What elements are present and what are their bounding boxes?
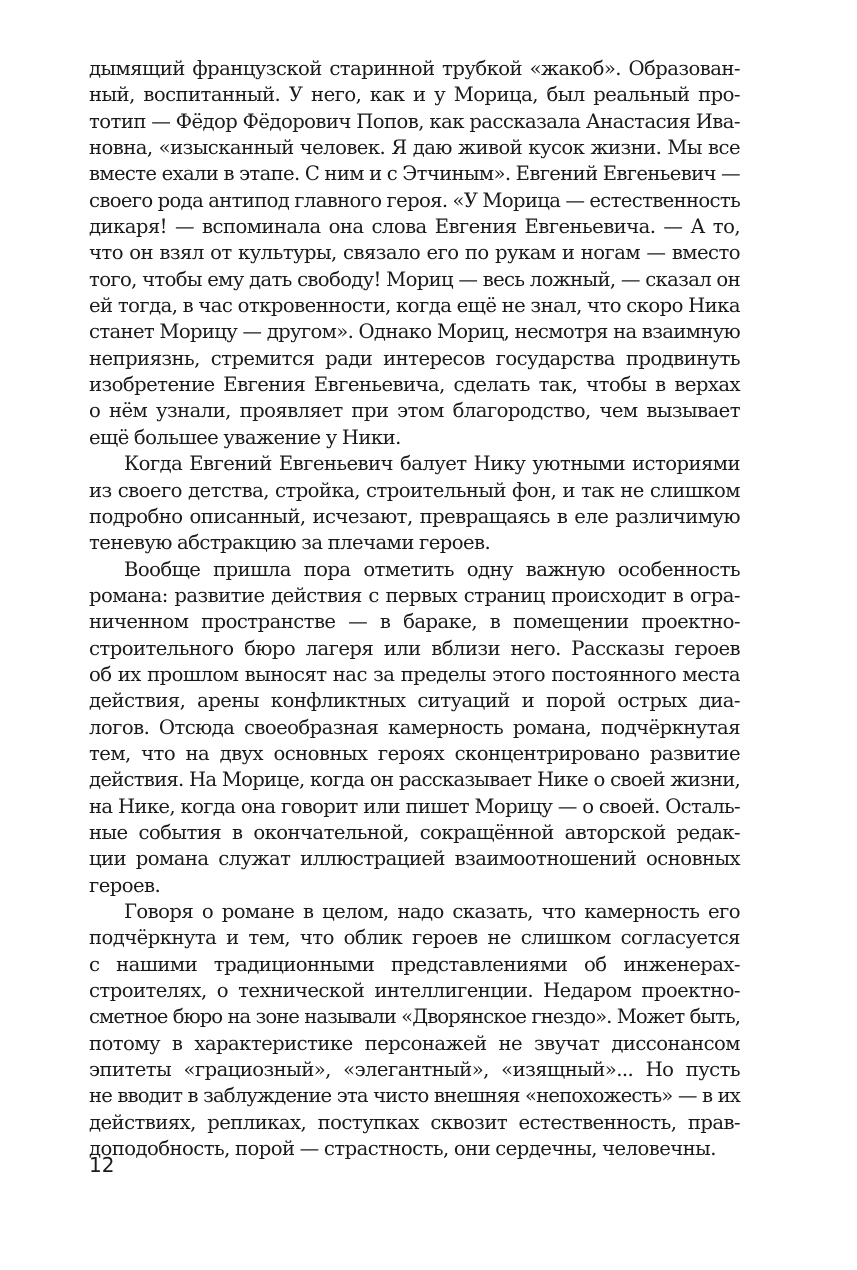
- text-line: теневую абстракцию за плечами героев.: [89, 531, 491, 555]
- text-line: романа: развитие действия с первых страниц происходит в огра-: [89, 583, 740, 607]
- text-line: о нём узнали, проявляет при этом благородство, чем вызывает: [89, 399, 740, 423]
- text-line: строительного бюро лагеря или вблизи него. Рассказы героев: [89, 636, 740, 660]
- text-line: строителях, о технической интеллигенции. Недаром проектно-: [89, 979, 740, 1003]
- paragraph: [89, 56, 740, 451]
- text-line: вместе ехали в этапе. С ним и с Этчиным». Евгений Евгеньевич —: [89, 162, 740, 186]
- text-line: Когда Евгений Евгеньевич балует Нику уютными историями: [124, 452, 740, 476]
- text-line: тотип — Фёдор Фёдорович Попов, как рассказала Анастасия Ива-: [89, 109, 740, 133]
- text-line: с нашими традиционными представлениями об инженерах-: [89, 952, 740, 976]
- text-line: потому в характеристике персонажей не звучат диссонансом: [89, 1031, 740, 1055]
- text-line: своего рода антипод главного героя. «У Морица — естественность: [89, 188, 741, 212]
- text-line: что он взял от культуры, связало его по рукам и ногам — вместо: [89, 241, 740, 265]
- text-line: новна, «изысканный человек. Я даю живой кусок жизни. Мы все: [89, 136, 740, 160]
- text-line: об их прошлом выносят нас за пределы этого постоянного места: [89, 662, 740, 686]
- text-line: ещё большее уважение у Ники.: [89, 425, 401, 449]
- text-line: Вообще пришла пора отметить одну важную особенность: [124, 557, 740, 581]
- text-line: из своего детства, стройка, строительный фон, и так не слишком: [89, 478, 740, 502]
- text-line: логов. Отсюда своеобразная камерность романа, подчёркнутая: [89, 715, 740, 739]
- text-line: ниченном пространстве — в бараке, в помещении проектно-: [89, 610, 740, 634]
- text-line: на Нике, когда она говорит или пишет Морицу — о своей. Осталь-: [89, 794, 740, 818]
- text-line: тем, что на двух основных героях сконцентрировано развитие: [89, 741, 740, 765]
- text-line: неприязнь, стремится ради интересов государства продвинуть: [89, 346, 740, 370]
- text-line: героев.: [89, 873, 161, 897]
- text-line: ции романа служат иллюстрацией взаимоотношений основных: [89, 847, 740, 871]
- text-line: того, чтобы ему дать свободу! Мориц — весь ложный, — сказал он: [89, 267, 740, 291]
- paragraph: [89, 557, 740, 899]
- text-line: действиях, репликах, поступках сквозит естественность, прав-: [89, 1110, 740, 1134]
- text-line: действия. На Морице, когда он рассказывает Нике о своей жизни,: [89, 768, 740, 792]
- text-line: дикаря! — вспоминала она слова Евгения Евгеньевича. — А то,: [89, 215, 740, 239]
- text-line: действия, арены конфликтных ситуаций и порой острых диа-: [89, 689, 740, 713]
- page-number: 12: [89, 1153, 115, 1177]
- text-line: ей тогда, в час откровенности, когда ещё не знал, что скоро Ника: [89, 294, 740, 318]
- text-line: не вводит в заблуждение эта чисто внешняя «непохожесть» — в их: [89, 1084, 740, 1108]
- text-line: дымящий французской старинной трубкой «жакоб». Образован-: [89, 57, 740, 80]
- text-line: изобретение Евгения Евгеньевича, сделать так, чтобы в верхах: [89, 373, 740, 397]
- body-text: [89, 56, 740, 1162]
- text-line: станет Морицу — другом». Однако Мориц, несмотря на взаимную: [89, 320, 740, 344]
- text-line: сметное бюро на зоне называли «Дворянское гнездо». Может быть,: [89, 1005, 740, 1029]
- paragraph: [89, 451, 740, 556]
- paragraph: [89, 899, 740, 1162]
- text-line: ные события в окончательной, сокращённой авторской редак-: [89, 820, 740, 844]
- text-line: эпитеты «грациозный», «элегантный», «изящный»... Но пусть: [89, 1058, 740, 1082]
- text-line: доподобность, порой — страстность, они сердечны, человечны.: [89, 1137, 716, 1161]
- text-line: Говоря о романе в целом, надо сказать, что камерность его: [124, 900, 740, 923]
- text-line: ный, воспитанный. У него, как и у Морица, был реальный про-: [89, 83, 740, 107]
- text-line: подчёркнута и тем, что облик героев не слишком согласуется: [89, 926, 740, 950]
- text-line: подробно описанный, исчезают, превращаясь в еле различимую: [89, 504, 740, 528]
